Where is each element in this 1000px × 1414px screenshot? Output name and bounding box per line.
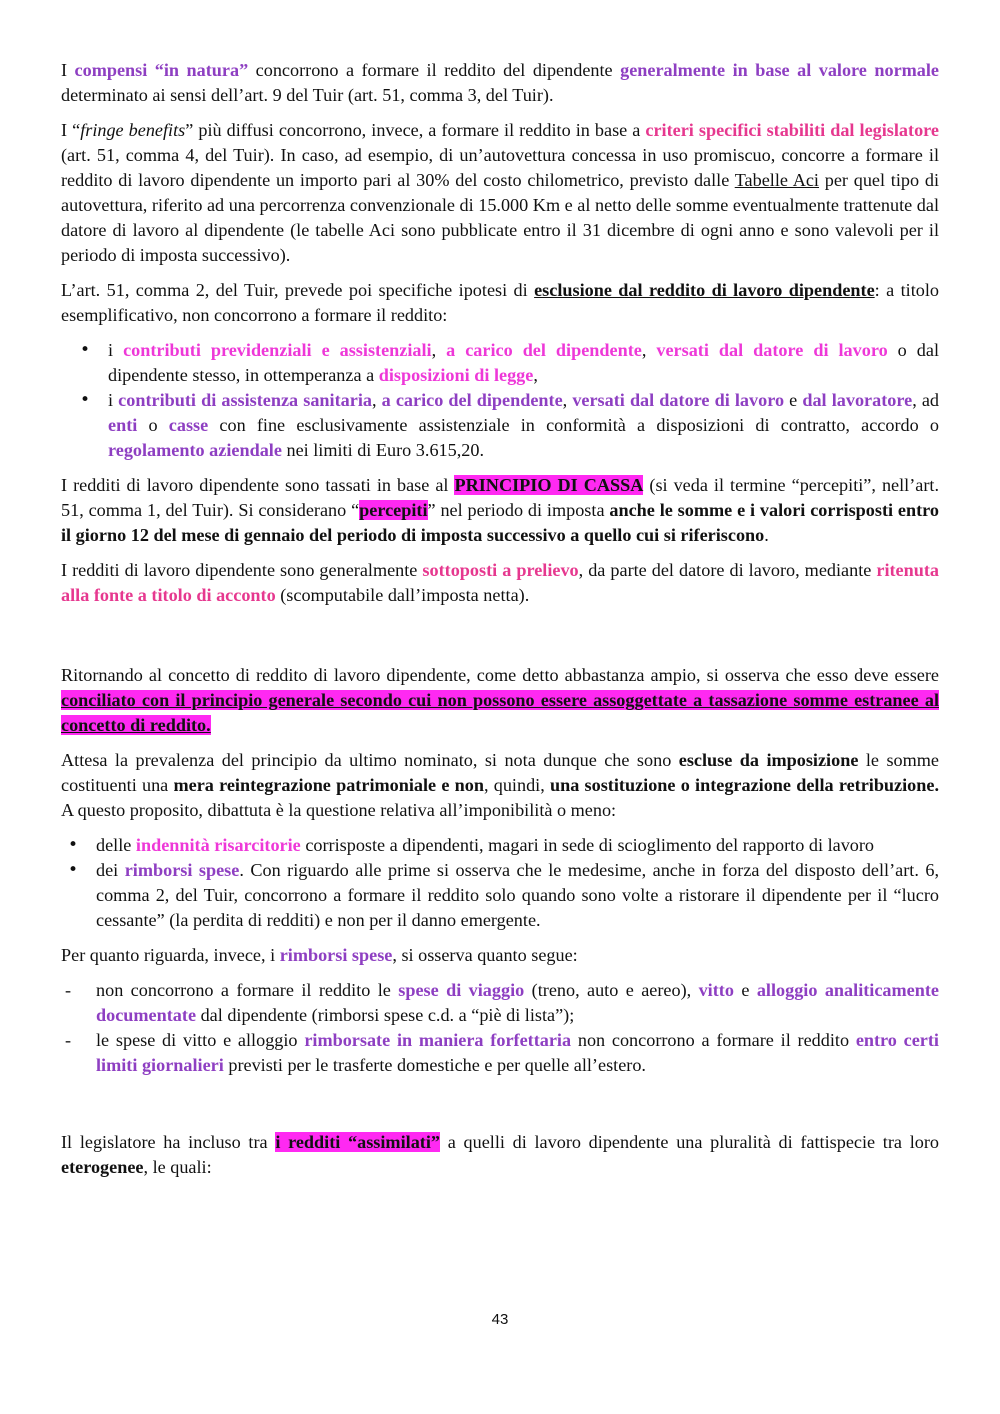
highlighted-term: alloggio analiticamente documentate (96, 980, 939, 1025)
page-number: 43 (491, 1311, 509, 1328)
list-item (61, 858, 939, 933)
text: . Con riguardo alle prime si osserva che le medesime, anche in forza del disposto dell’art. 6, comma 2, del Tuir, concorrono a formare il reddito solo quando sono volte a ristorare il dipendente per il “lucro cessante” (la perdita di redditi) e non per il danno emergente. (96, 860, 939, 930)
bullet-list-contributi (61, 338, 939, 463)
bold-text: escluse da imposizione (678, 750, 859, 770)
text: delle (96, 835, 136, 855)
list-item (61, 978, 939, 1028)
highlighted-term: disposizioni di legge (378, 365, 534, 385)
text: (treno, auto e aereo), (524, 980, 699, 1000)
highlighted-term: a carico del dipendente (381, 390, 563, 410)
text: le spese di vitto e alloggio (96, 1030, 305, 1050)
document-page (61, 58, 939, 1190)
paragraph-rimborsi-spese (61, 943, 939, 968)
highlighted-term: spese di viaggio (398, 980, 525, 1000)
italic-term: fringe benefits (80, 120, 186, 140)
highlighted-term: regolamento aziendale (108, 440, 282, 460)
text: i (108, 390, 119, 410)
text: non concorrono a formare il reddito le (96, 980, 399, 1000)
text: o (137, 415, 169, 435)
highlighted-term: PRINCIPIO DI CASSA (454, 475, 644, 495)
spacer (61, 618, 939, 663)
text: i (108, 340, 124, 360)
text: , da parte del datore di lavoro, mediante (578, 560, 877, 580)
text: ” più diffusi concorrono, invece, a formare il reddito in base a (185, 120, 646, 140)
text: . (764, 525, 769, 545)
highlighted-term: i redditi “assimilati” (275, 1132, 440, 1152)
highlighted-term: a carico del dipendente (446, 340, 642, 360)
bullet-list-imponibilita (61, 833, 939, 933)
text: I (61, 60, 75, 80)
text: nei limiti di Euro 3.615,20. (281, 440, 485, 460)
text: I “ (61, 120, 81, 140)
text: previsti per le trasferte domestiche e per quelle all’estero. (223, 1055, 646, 1075)
underlined-term: Tabelle Aci (734, 170, 819, 190)
paragraph-redditi-assimilati (61, 1130, 939, 1180)
highlighted-term: rimborsate in maniera forfettaria (304, 1030, 572, 1050)
paragraph-prevalenza (61, 748, 939, 823)
highlighted-term: contributi previdenziali e assistenziali (123, 340, 432, 360)
text: I redditi di lavoro dipendente sono tassati in base al (61, 475, 455, 495)
text: (scomputabile dall’imposta netta). (275, 585, 530, 605)
text: dei (96, 860, 125, 880)
highlighted-term: criteri specifici stabiliti dal legislatore (645, 120, 939, 140)
text: : a titolo esemplificativo, non concorrono a formare il reddito: (61, 280, 940, 325)
text: ” nel periodo di imposta (427, 500, 610, 520)
text: concorrono a formare il reddito del dipendente (248, 60, 621, 80)
paragraph-principio-di-cassa (61, 473, 939, 548)
highlighted-term: generalmente in base al valore normale (620, 60, 940, 80)
list-item (61, 833, 939, 858)
paragraph-concetto-reddito (61, 663, 939, 738)
paragraph-ritenuta (61, 558, 939, 608)
bold-text: mera reintegrazione patrimoniale e non (173, 775, 484, 795)
list-item (61, 1028, 939, 1078)
dash-list-spese (61, 978, 939, 1078)
text: Per quanto riguarda, invece, i (61, 945, 280, 965)
highlighted-term: versati dal datore di lavoro (656, 340, 888, 360)
highlighted-term: compensi “in natura” (74, 60, 249, 80)
text: (si veda il termine “percepiti”, nell’art. 51, comma 1, del Tuir). Si considerano “ (61, 475, 940, 520)
text: , si osserva quanto segue: (392, 945, 578, 965)
text: per quel tipo di autovettura, riferito ad una percorrenza convenzionale di 15.000 Km e al netto delle somme eventualmente trattenute dal datore di lavoro al dipendente (le tabelle Aci sono pubblicate entro il 31 dicembre di ogni anno e sono valevoli per il periodo di imposta successivo). (61, 170, 940, 265)
text: a quelli di lavoro dipendente una pluralità di fattispecie tra loro (440, 1132, 939, 1152)
highlighted-term: versati dal datore di lavoro (572, 390, 785, 410)
highlighted-term: sottoposti a prelievo (422, 560, 579, 580)
paragraph-fringe-benefits (61, 118, 939, 268)
spacer (61, 1088, 939, 1130)
text: , le quali: (143, 1157, 212, 1177)
text: (art. 51, comma 4, del Tuir). In caso, ad esempio, di un’autovettura concessa in uso promiscuo, concorre a formare il reddito di lavoro dipendente un importo pari al 30% del costo chilometrico, previsto dalle (61, 145, 939, 190)
paragraph-compensi-in-natura (61, 58, 939, 108)
text: Ritornando al concetto di reddito di lavoro dipendente, come detto abbastanza ampio, si osserva che esso deve essere (61, 665, 939, 685)
highlighted-term: contributi di assistenza sanitaria (118, 390, 372, 410)
text: determinato ai sensi dell’art. 9 del Tuir (art. 51, comma 3, del Tuir). (61, 85, 554, 105)
text: , (431, 340, 447, 360)
text: non concorrono a formare il reddito (571, 1030, 856, 1050)
highlighted-term: percepiti (359, 500, 428, 520)
text: o dal dipendente stesso, in ottemperanza a (108, 340, 939, 385)
highlighted-term: ritenuta alla fonte a titolo di acconto (61, 560, 940, 605)
text: L’art. 51, comma 2, del Tuir, prevede poi specifiche ipotesi di (61, 280, 535, 300)
highlighted-term: entro certi limiti giornalieri (96, 1030, 939, 1075)
highlighted-term: dal lavoratore (802, 390, 913, 410)
text: e (733, 980, 757, 1000)
highlighted-term: rimborsi spese (124, 860, 240, 880)
highlighted-term: conciliato con il principio generale secondo cui non possono essere assoggettate a tassazione somme estranee al concetto di reddito. (61, 690, 939, 735)
paragraph-esclusione (61, 278, 939, 328)
underlined-term: esclusione dal reddito di lavoro dipendente (534, 280, 875, 300)
list-item (61, 338, 939, 388)
text: corrisposte a dipendenti, magari in sede di scioglimento del rapporto di lavoro (300, 835, 875, 855)
text: , (533, 365, 538, 385)
highlighted-term: indennità risarcitorie (135, 835, 301, 855)
text: I redditi di lavoro dipendente sono generalmente (61, 560, 423, 580)
bold-text: eterogenee (61, 1157, 144, 1177)
text: Il legislatore ha incluso tra (61, 1132, 276, 1152)
highlighted-term: rimborsi spese (279, 945, 393, 965)
text: Attesa la prevalenza del principio da ultimo nominato, si nota dunque che sono (61, 750, 679, 770)
text: e (784, 390, 803, 410)
list-item (61, 388, 939, 463)
text: con fine esclusivamente assistenziale in conformità a disposizioni di contratto, accordo o (208, 415, 939, 435)
text: le somme costituenti una (61, 750, 939, 795)
bold-text: anche le somme e i valori corrisposti entro il giorno 12 del mese di gennaio del periodo di imposta successivo a quello cui si riferiscono (61, 500, 939, 545)
text: , (371, 390, 382, 410)
text: , quindi, (483, 775, 550, 795)
bold-text: una sostituzione o integrazione della retribuzione. (550, 775, 940, 795)
text: A questo proposito, dibattuta è la questione relativa all’imponibilità o meno: (61, 800, 617, 820)
highlighted-term: enti (108, 415, 138, 435)
highlighted-term: casse (168, 415, 209, 435)
text: , (641, 340, 657, 360)
text: dal dipendente (rimborsi spese c.d. a “piè di lista”); (196, 1005, 575, 1025)
text: , (562, 390, 573, 410)
text: , ad (912, 390, 940, 410)
highlighted-term: vitto (698, 980, 734, 1000)
